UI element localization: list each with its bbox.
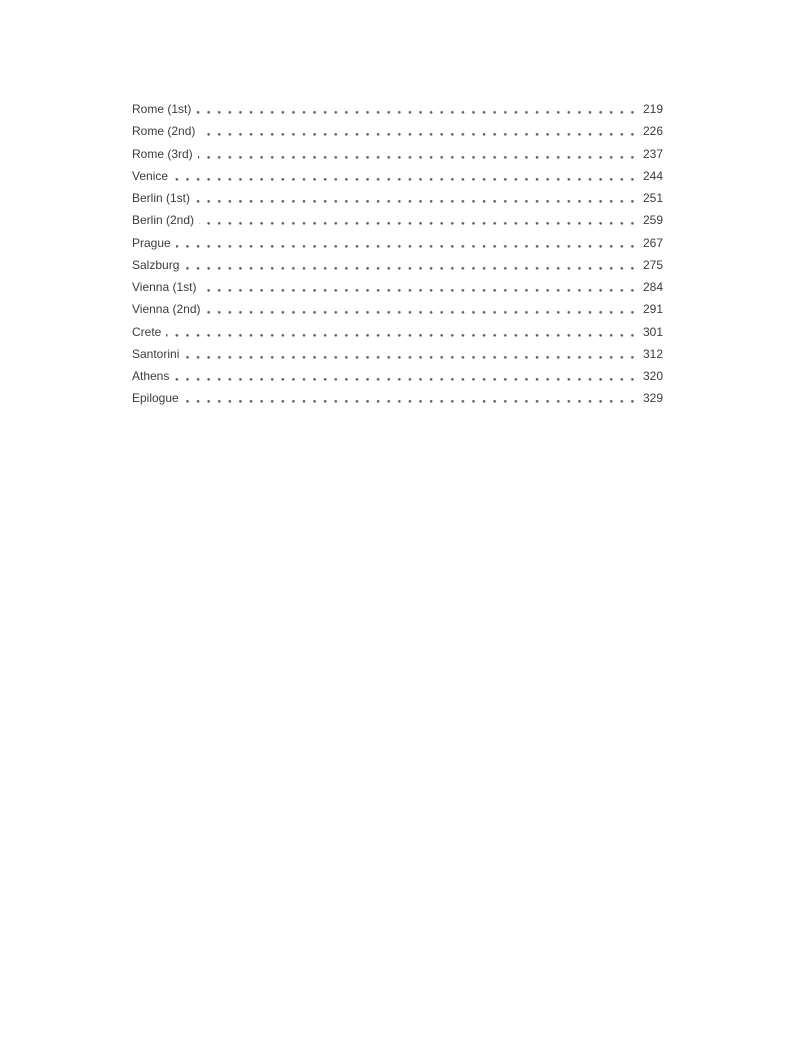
toc-entry-row (132, 187, 663, 209)
toc-entry-row (132, 298, 663, 320)
toc-entry-page: 259 (639, 209, 663, 231)
toc-entry-page: 219 (639, 98, 663, 120)
toc-entry-row (132, 165, 663, 187)
toc-entry-page: 312 (639, 343, 663, 365)
toc-entry-page: 320 (639, 365, 663, 387)
toc-entry-title: Epilogue (132, 387, 184, 409)
toc-entry-row (132, 321, 663, 343)
toc-entry-row (132, 276, 663, 298)
toc-entry-page: 251 (639, 187, 663, 209)
toc-entry-page: 267 (639, 232, 663, 254)
toc-entry-page: 226 (639, 120, 663, 142)
toc-entry-title: Rome (1st) (132, 98, 196, 120)
toc-entry-row (132, 98, 663, 120)
toc-entry-title: Vienna (2nd) (132, 298, 206, 320)
toc-entry-row (132, 365, 663, 387)
toc-entry-page: 301 (639, 321, 663, 343)
toc-entry-title: Rome (3rd) (132, 143, 198, 165)
toc-entry-title: Berlin (2nd) (132, 209, 199, 231)
toc-entry-page: 329 (639, 387, 663, 409)
toc-entry-row (132, 209, 663, 231)
toc-entry-row (132, 143, 663, 165)
toc-entry-title: Santorini (132, 343, 184, 365)
toc-entry-row (132, 232, 663, 254)
toc-entry-page: 275 (639, 254, 663, 276)
toc-entry-title: Venice (132, 165, 173, 187)
toc-entry-title: Salzburg (132, 254, 184, 276)
toc-entry-row (132, 387, 663, 409)
toc-list (132, 98, 663, 410)
toc-entry-page: 284 (639, 276, 663, 298)
toc-entry-page: 291 (639, 298, 663, 320)
toc-entry-title: Athens (132, 365, 174, 387)
toc-entry-row (132, 343, 663, 365)
toc-entry-title: Rome (2nd) (132, 120, 200, 142)
toc-entry-page: 237 (639, 143, 663, 165)
toc-entry-page: 244 (639, 165, 663, 187)
toc-entry-title: Prague (132, 232, 176, 254)
toc-entry-title: Vienna (1st) (132, 276, 201, 298)
toc-entry-title: Crete (132, 321, 166, 343)
toc-entry-title: Berlin (1st) (132, 187, 195, 209)
toc-entry-row (132, 254, 663, 276)
toc-entry-row (132, 120, 663, 142)
